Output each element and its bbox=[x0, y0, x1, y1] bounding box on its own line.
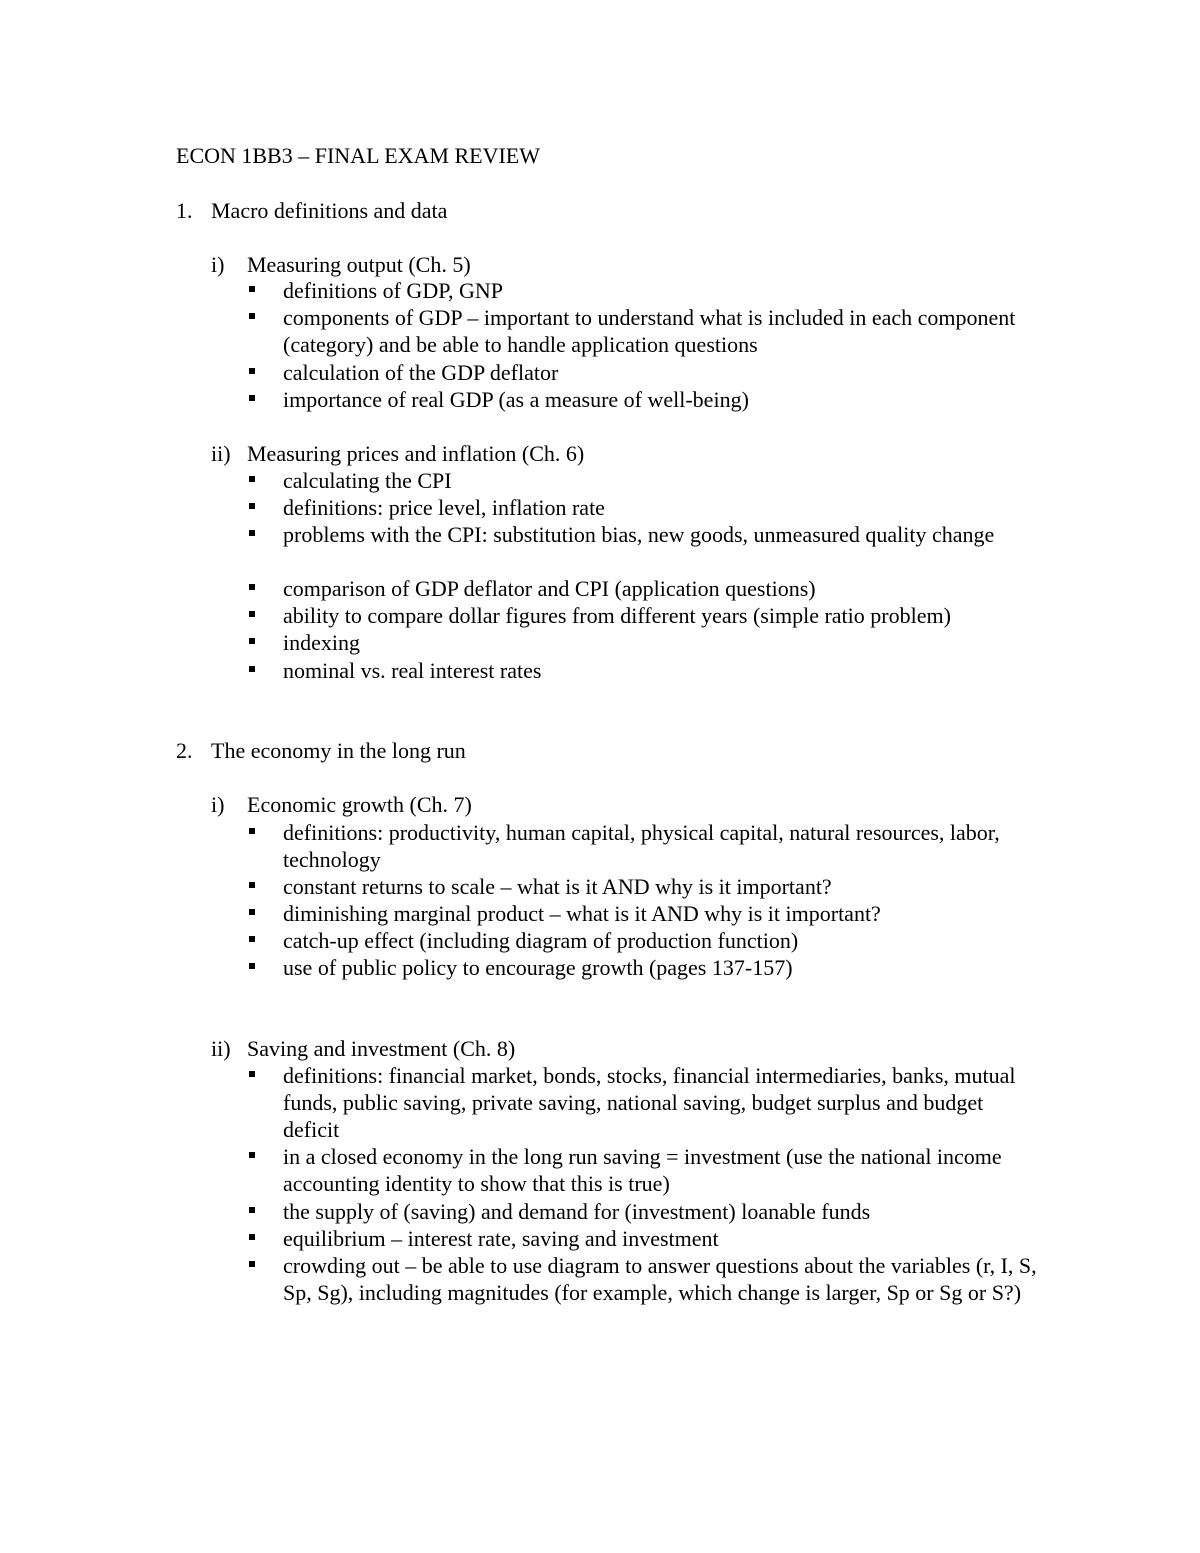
bullet-item: components of GDP – important to understand what is included in each component (category) and be able to handle application questions bbox=[283, 305, 1016, 357]
bullet-marker bbox=[249, 611, 255, 617]
bullet-item: ability to compare dollar figures from different years (simple ratio problem) bbox=[283, 603, 951, 628]
bullet-item: comparison of GDP deflator and CPI (application questions) bbox=[283, 576, 816, 601]
bullet-marker bbox=[249, 1152, 255, 1158]
bullet-marker bbox=[249, 1071, 255, 1077]
bullet-marker bbox=[249, 395, 255, 401]
section-heading: The economy in the long run bbox=[211, 738, 466, 763]
bullet-item: calculating the CPI bbox=[283, 468, 452, 493]
bullet-marker bbox=[249, 936, 255, 942]
bullet-marker bbox=[249, 368, 255, 374]
section-heading: Macro definitions and data bbox=[211, 198, 448, 223]
bullet-marker bbox=[249, 1207, 255, 1213]
bullet-item: use of public policy to encourage growth (pages 137-157) bbox=[283, 955, 793, 980]
section-number: 2. bbox=[176, 738, 193, 763]
bullet-marker bbox=[249, 503, 255, 509]
bullet-item: in a closed economy in the long run saving = investment (use the national income accounting identity to show that this is true) bbox=[283, 1144, 1002, 1196]
bullet-item: crowding out – be able to use diagram to answer questions about the variables (r, I, S, Sp, Sg), including magnitudes (for example, which change is larger, Sp or Sg or S?) bbox=[283, 1253, 1037, 1305]
bullet-item: constant returns to scale – what is it AND why is it important? bbox=[283, 874, 832, 899]
subsection-number: ii) bbox=[211, 441, 231, 466]
document-title: ECON 1BB3 – FINAL EXAM REVIEW bbox=[176, 143, 540, 168]
subsection-number: i) bbox=[211, 792, 225, 817]
bullet-item: definitions of GDP, GNP bbox=[283, 278, 504, 303]
subsection-number: ii) bbox=[211, 1036, 231, 1061]
subsection-number: i) bbox=[211, 252, 225, 277]
bullet-item: definitions: financial market, bonds, stocks, financial intermediaries, banks, mutual funds, public saving, private saving, national saving, budget surplus and budget deficit bbox=[283, 1063, 1016, 1142]
bullet-marker bbox=[249, 828, 255, 834]
bullet-marker bbox=[249, 963, 255, 969]
bullet-item: the supply of (saving) and demand for (investment) loanable funds bbox=[283, 1199, 871, 1224]
bullet-item: importance of real GDP (as a measure of well-being) bbox=[283, 387, 749, 412]
bullet-item: equilibrium – interest rate, saving and investment bbox=[283, 1226, 719, 1251]
subsection-heading: Saving and investment (Ch. 8) bbox=[247, 1036, 516, 1061]
bullet-marker bbox=[249, 882, 255, 888]
section-number: 1. bbox=[176, 198, 193, 223]
bullet-marker bbox=[249, 530, 255, 536]
subsection-heading: Measuring prices and inflation (Ch. 6) bbox=[247, 441, 585, 466]
bullet-marker bbox=[249, 313, 255, 319]
bullet-item: catch-up effect (including diagram of production function) bbox=[283, 928, 799, 953]
bullet-item: definitions: productivity, human capital, physical capital, natural resources, labor, technology bbox=[283, 820, 1000, 872]
bullet-marker bbox=[249, 1261, 255, 1267]
bullet-item: calculation of the GDP deflator bbox=[283, 360, 559, 385]
bullet-marker bbox=[249, 584, 255, 590]
subsection-heading: Measuring output (Ch. 5) bbox=[247, 252, 471, 277]
bullet-marker bbox=[249, 909, 255, 915]
bullet-item: definitions: price level, inflation rate bbox=[283, 495, 605, 520]
bullet-item: problems with the CPI: substitution bias, new goods, unmeasured quality change bbox=[283, 522, 995, 547]
bullet-item: nominal vs. real interest rates bbox=[283, 658, 542, 683]
bullet-marker bbox=[249, 476, 255, 482]
bullet-item: diminishing marginal product – what is it AND why is it important? bbox=[283, 901, 881, 926]
subsection-heading: Economic growth (Ch. 7) bbox=[247, 792, 472, 817]
bullet-item: indexing bbox=[283, 630, 360, 655]
bullet-marker bbox=[249, 666, 255, 672]
bullet-marker bbox=[249, 638, 255, 644]
bullet-marker bbox=[249, 1234, 255, 1240]
bullet-marker bbox=[249, 286, 255, 292]
